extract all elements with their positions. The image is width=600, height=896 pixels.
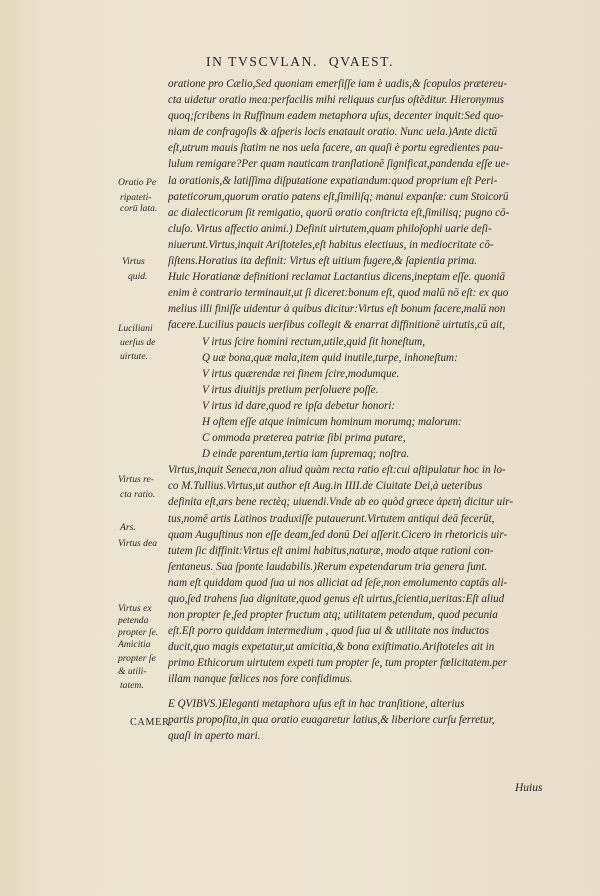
margin-note-virtus: Virtus (122, 256, 145, 267)
text-line: facere.Lucilius paucis uerſibus collegit & enarrat diffinitionē uirtutis,cū ait, (168, 319, 505, 332)
verse-line: C ommoda præterea patriæ ſibi prima putare, (202, 432, 406, 445)
text-line: nam eſt quiddam quod ſua ui nos alliciat ad ſeſe,non emolumento captās ali- (168, 576, 508, 589)
margin-note-amicitia: Amicitia (118, 639, 151, 650)
text-line: Virtus,inquit Seneca,non aliud quàm recta ratio eſt:cui aſtipulatur hoc in lo- (168, 464, 506, 477)
text-line: non propter ſe,ſed propter fructum atq; utilitatem petendum, quod pecunia (168, 609, 498, 622)
main-text (168, 76, 580, 744)
text-line: quoq;ſcribens in Ruffinum eadem metaphora uſus, decenter inquit:Sed quo- (168, 110, 504, 123)
verse-line: H oſtem eſſe atque inimicum hominum morumq; malorum: (202, 415, 462, 428)
margin-note-ars: Ars. (120, 522, 136, 533)
margin-note-luciliani: Luciliani (118, 323, 153, 334)
margin-note-uirtute: uirtute. (120, 351, 148, 362)
text-line: E QVIBVS.)Eleganti metaphora uſus eſt in hac tranſitione, alterius (168, 697, 465, 710)
text-line: melius illi finiſſe uidentur à quibus dicitur:Virtus eſt bonum facere,malū non (168, 303, 506, 316)
text-line: enim è contrario terminauit,ut ſi diceret:bonum eſt, quod malū nō eſt: ex quo (168, 287, 509, 300)
margin-note-virtusre: Virtus re- (118, 474, 154, 485)
text-line: quo,ſed trahens ſua dignitate,quod genus eſt uirtus,ſcientia,ueritas:Eſt aliud (168, 593, 505, 605)
text-line: quaſi in aperto mari. (168, 729, 261, 742)
verse-line: V irtus id dare,quod re ipſa debetur honori: (202, 399, 396, 412)
margin-note-oratio: Oratio Pe (118, 177, 157, 188)
text-line: ſentaneus. Sua ſponte laudabilis.)Rerum expetendarum tria genera ſunt. (168, 560, 488, 573)
text-line: niuerunt.Virtus,inquit Ariſtoteles,eſt habitus electiuus, in mediocritate cō- (168, 238, 494, 251)
margin-note-corum: corū lata. (120, 203, 158, 214)
text-line: partis propoſita,in qua oratio euagaretur latius,& liberiore curſu ferretur, (168, 713, 495, 726)
text-line: tutem ſic diffinit:Virtus eſt animi habitus,naturæ, modo atque rationi con- (168, 544, 494, 557)
margin-note-virtusex: Virtus ex (118, 603, 152, 614)
text-line: Huic Horatianæ definitioni reclamat Lactantius dicens,ineptam eſſe. quoniā (168, 271, 505, 284)
margin-note-propterse: propter ſe. (118, 627, 159, 638)
running-header (0, 54, 600, 70)
margin-note-ripateti: ripateti- (120, 192, 152, 203)
catchword: Huius (515, 782, 543, 794)
text-line: illam nanque fœlices nos fore confidimus. (168, 673, 353, 686)
text-line: niam de confragoſis & aſperis locis enatauit oratio. Nunc uela.)Ante dictū (168, 126, 498, 139)
text-line: eſt.Eſt porro quiddam intermedium , quod ſua ui & utilitate nos inductos (168, 625, 489, 638)
verse-line: D einde parentum,tertia iam ſupremaq; noſtra. (202, 448, 410, 461)
verse-line: Q uæ bona,quæ mala,item quid inutile,turpe, inhoneſtum: (202, 351, 458, 364)
text-line: tus,nomē artis Latinos traduxiſſe putauerunt.Virtutem antiqui deā fecerūt, (168, 512, 495, 525)
verse-line: V irtus ſcire homini rectum,utile,quid ſit honeſtum, (202, 335, 425, 348)
margin-note-propterse2: propter ſe (118, 653, 156, 664)
text-line: cta uidetur oratio mea:perfacilis mihi reliquus curſus oſtēditur. Hieronymus (168, 94, 504, 107)
margin-label-camer: CAMER. (130, 717, 173, 728)
verse-line: V irtus diuitijs pretium perſoluere poſſe. (202, 383, 379, 396)
text-line: eſt,utrum mauis ſtatim ne nos uela facere, an quaſi è portu egredientes pau- (168, 142, 504, 155)
text-line: quam Auguſtinus non eſſe deam,ſed donū Dei aſſerit.Cicero in rhetoricis uir- (168, 528, 508, 541)
text-line: la orationis,& latiſſima diſputatione expatiandum:quod proprium eſt Peri- (168, 174, 498, 187)
margin-note-quid: quid. (128, 271, 148, 282)
margin-note-virtusdea: Virtus dea (118, 538, 157, 549)
text-line: lulum remigare?Per quam nauticam tranſlationē ſignificat,pandenda eſſe ue- (168, 158, 510, 171)
text-line: definita eſt,ars bene rectèq; uiuendi.Vnde ab eo quòd græce ἀρετὴ dicitur uir- (168, 496, 514, 509)
text-line: cluſo. Virtus affectio animi.) Definit uirtutem,quam philoſophi uarie deſi- (168, 222, 492, 235)
margin-note-utili: & utili- (118, 666, 147, 677)
text-line: oratione pro Cælio,Sed quoniam emerſiſſe iam è uadis,& ſcopulos prætereu- (168, 78, 508, 90)
text-line: primo Ethicorum uirtutem expeti tum propter ſe, tum propter fœlicitatem.per (168, 657, 508, 670)
text-line: ſiſtens.Horatius ita definit: Virtus eſt uitium fugere,& ſapientia prima. (168, 255, 478, 268)
text-line: co M.Tullius.Virtus,ut author eſt Aug.in IIII.de Ciuitate Dei,à ueteribus (168, 480, 483, 493)
text-line: pateticorum,quorum oratio patens eſt,ſimiliſq; manui expanſæ: cum Stoicorū (168, 190, 509, 203)
margin-note-tatem: tatem. (120, 680, 144, 691)
text-line: ac dialecticorum ſit remigatio, quorū oratio conſtricta eſt,ſimilisq; pugno cō- (168, 206, 510, 219)
header-left: IN TVSCVLAN. (205, 54, 318, 69)
spacer (168, 688, 580, 696)
text-line: ducit,quo magis expetatur,ut amicitia,& bona exiſtimatio.Ariſtoteles ait in (168, 641, 495, 654)
header-right: QVAEST. (328, 54, 395, 69)
margin-note-petenda: petenda (118, 615, 149, 626)
margin-note-uersus: uerſus de (120, 337, 156, 348)
margin-note-ctaratio: cta ratio. (120, 489, 156, 500)
verse-line: V irtus quærendæ rei finem ſcire,modumque. (202, 367, 400, 380)
